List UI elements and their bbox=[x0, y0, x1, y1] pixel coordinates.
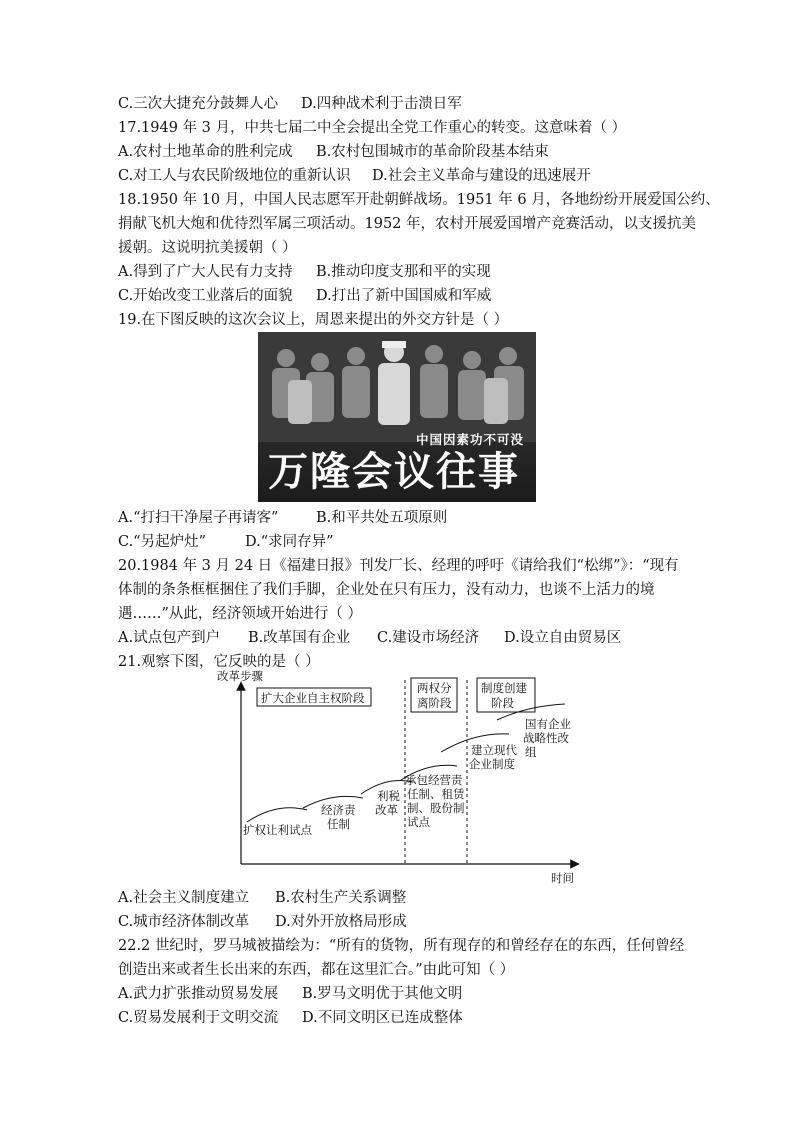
q22-stem-line2: 创造出来或者生长出来的东西，都在这里汇合。”由此可知（ ） bbox=[118, 962, 515, 978]
y-axis-label: 改革步骤 bbox=[217, 669, 263, 683]
q21-stem: 21.观察下图，它反映的是（ ） bbox=[118, 654, 320, 670]
q17-stem: 17.1949 年 3 月，中共七届二中全会提出全党工作重心的转变。这意味着（ ） bbox=[118, 120, 627, 136]
q18-option-b: B.推动印度支那和平的实现 bbox=[316, 264, 491, 280]
q18-option-d: D.打出了新中国国威和军威 bbox=[316, 288, 492, 304]
q21-option-b: B.农村生产关系调整 bbox=[275, 890, 407, 906]
x-axis-label: 时间 bbox=[551, 871, 574, 885]
step4-label-2: 任制、租赁 bbox=[407, 787, 465, 801]
q22-option-c: C.贸易发展利于文明交流 bbox=[118, 1010, 279, 1026]
stage1-label: 扩大企业自主权阶段 bbox=[261, 691, 365, 705]
q20-stem-line3: 遇……”从此，经济领域开始进行（ ） bbox=[118, 606, 363, 622]
reform-steps-diagram bbox=[215, 668, 585, 888]
q20-stem-line2: 体制的条条框框捆住了我们手脚，企业处在只有压力，没有动力，也谈不上活力的境 bbox=[118, 582, 655, 598]
q20-option-b: B.改革国有企业 bbox=[248, 630, 351, 646]
q17-option-c: C.对工人与农民阶级地位的重新认识 bbox=[118, 168, 351, 184]
stage2-label-1: 两权分 bbox=[417, 681, 452, 695]
q18-stem-line3: 援朝。这说明抗美援朝（ ） bbox=[118, 240, 297, 256]
photo-caption-small: 中国因素功不可没 bbox=[415, 432, 524, 447]
step3-label-1: 利税 bbox=[377, 789, 400, 803]
q22-option-b: B.罗马文明优于其他文明 bbox=[302, 986, 463, 1002]
step2-label-2: 任制 bbox=[327, 817, 350, 831]
q19-option-c: C.“另起炉灶” bbox=[118, 534, 207, 550]
q22-stem-line1: 22.2 世纪时，罗马城被描绘为：“所有的货物，所有现存的和曾经存在的东西，任何曾经 bbox=[118, 938, 685, 954]
step6-label-3: 组 bbox=[525, 745, 537, 759]
bandung-conference-photo bbox=[258, 332, 536, 502]
q18-stem-line1: 18.1950 年 10 月，中国人民志愿军开赴朝鲜战场。1951 年 6 月，各地纷纷开展爱国公约、 bbox=[118, 192, 720, 208]
q18-stem-line2: 捐献飞机大炮和优待烈军属三项活动。1952 年，农村开展爱国增产竞赛活动，以支援抗美 bbox=[118, 216, 697, 232]
step5-label-2: 企业制度 bbox=[469, 757, 515, 771]
step-arc-1 bbox=[247, 808, 307, 822]
step2-label-1: 经济责 bbox=[321, 803, 356, 817]
q22-option-d: D.不同文明区已连成整体 bbox=[302, 1010, 463, 1026]
q19-option-b: B.和平共处五项原则 bbox=[316, 510, 448, 526]
q18-option-a: A.得到了广大人民有力支持 bbox=[118, 264, 293, 280]
step6-label-2: 战略性改 bbox=[523, 731, 569, 745]
q18-option-c: C.开始改变工业落后的面貌 bbox=[118, 288, 293, 304]
q17-option-a: A.农村土地革命的胜利完成 bbox=[118, 144, 293, 160]
step6-label-1: 国有企业 bbox=[525, 717, 571, 731]
q17-option-d: D.社会主义革命与建设的迅速展开 bbox=[372, 168, 591, 184]
q17-option-b: B.农村包围城市的革命阶段基本结束 bbox=[316, 144, 549, 160]
q21-option-c: C.城市经济体制改革 bbox=[118, 914, 250, 930]
q19-option-d: D.“求同存异” bbox=[245, 534, 334, 550]
photo-caption-title: 万隆会议往事 bbox=[268, 448, 520, 495]
q20-stem-line1: 20.1984 年 3 月 24 日《福建日报》刊发厂长、经理的呼吁《请给我们“松绑”》：“现有 bbox=[118, 558, 679, 574]
step5-label-1: 建立现代 bbox=[471, 743, 517, 757]
q20-option-c: C.建设市场经济 bbox=[377, 630, 480, 646]
q20-option-d: D.设立自由贸易区 bbox=[504, 630, 622, 646]
delegates-illustration bbox=[258, 332, 536, 442]
q16-option-c: C.三次大捷充分鼓舞人心 bbox=[118, 96, 279, 112]
step4-label-3: 制、股份制 bbox=[407, 801, 465, 815]
q16-option-d: D.四种战术利于击溃日军 bbox=[301, 96, 462, 112]
stage2-label-2: 离阶段 bbox=[417, 696, 452, 710]
stage3-label-1: 制度创建 bbox=[481, 681, 527, 695]
stage3-label-2: 阶段 bbox=[491, 696, 514, 710]
q19-option-a: A.“打扫干净屋子再请客” bbox=[118, 510, 279, 526]
q21-option-d: D.对外开放格局形成 bbox=[275, 914, 407, 930]
q21-option-a: A.社会主义制度建立 bbox=[118, 890, 250, 906]
step4-label-1: 承包经营责 bbox=[405, 773, 463, 787]
q19-stem: 19.在下图反映的这次会议上，周恩来提出的外交方针是（ ） bbox=[118, 312, 509, 328]
q22-option-a: A.武力扩张推动贸易发展 bbox=[118, 986, 279, 1002]
step4-label-4: 试点 bbox=[407, 815, 430, 829]
step3-label-2: 改革 bbox=[375, 803, 398, 817]
step1-label: 扩权让利试点 bbox=[243, 823, 312, 837]
q20-option-a: A.试点包产到户 bbox=[118, 630, 221, 646]
